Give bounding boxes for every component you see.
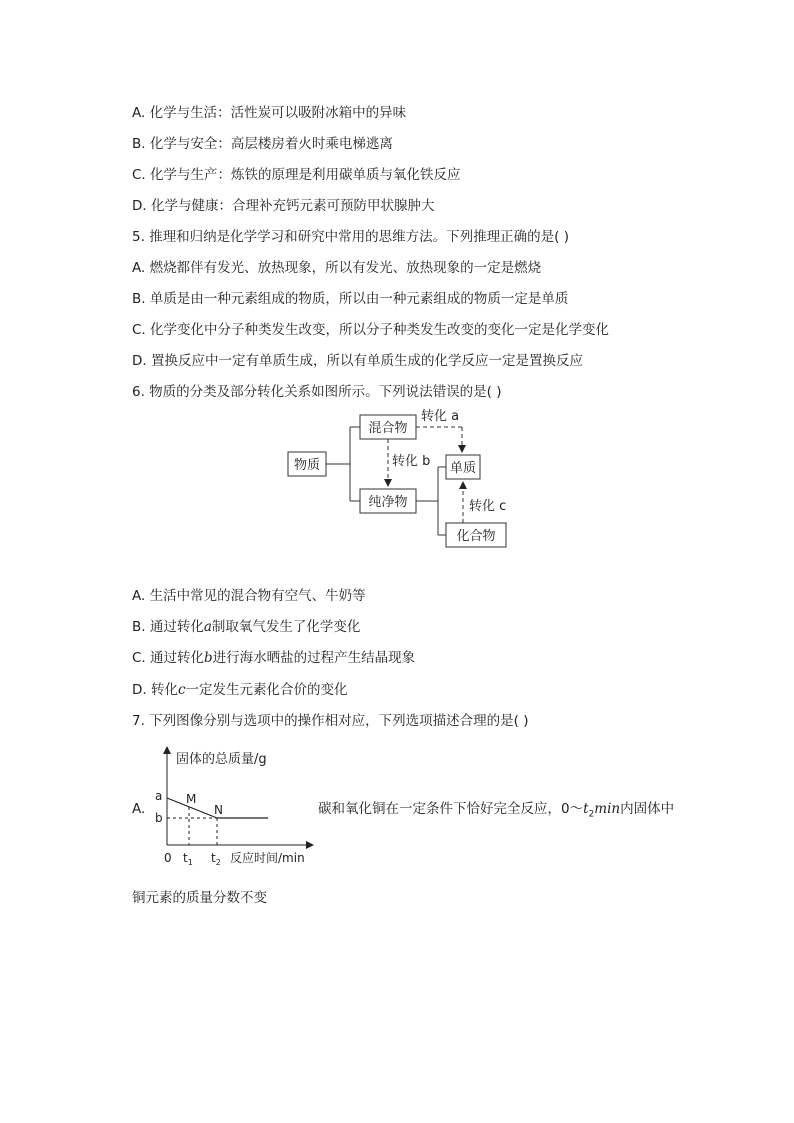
label-N: N <box>214 803 223 817</box>
q7-option-a-label: A. <box>132 801 146 817</box>
q7-option-a-continuation: 铜元素的质量分数不变 <box>132 890 267 906</box>
q5-option-b: B. 单质是由一种元素组成的物质，所以由一种元素组成的物质一定是单质 <box>132 291 569 307</box>
classification-diagram <box>280 405 540 555</box>
label-b: b <box>155 811 163 825</box>
q6-option-c: C. 通过转化b进行海水晒盐的过程产生结晶现象 <box>132 650 416 666</box>
label-t1: $t_1$ <box>183 851 193 867</box>
label-root: 物质 <box>293 458 321 473</box>
mass-time-graph <box>150 745 325 870</box>
q4-option-c: C. 化学与生产：炼铁的原理是利用碳单质与氧化铁反应 <box>132 167 461 183</box>
var-a: a <box>203 619 212 635</box>
label-conv-b: 转化 b <box>392 454 431 469</box>
label-t2: $t_2$ <box>211 851 221 867</box>
q6-option-a: A. 生活中常见的混合物有空气、牛奶等 <box>132 588 366 604</box>
q6-option-b: B. 通过转化a制取氧气发生了化学变化 <box>132 619 361 635</box>
label-origin: 0 <box>164 851 172 865</box>
q7-option-a-text: 碳和氧化铜在一定条件下恰好完全反应，$0\sim t_2\min$内固体中 <box>318 801 675 820</box>
q4-option-a: A. 化学与生活：活性炭可以吸附冰箱中的异味 <box>132 105 407 121</box>
y-axis-label: 固体的总质量/g <box>176 752 267 767</box>
q4-option-d: D. 化学与健康：合理补充钙元素可预防甲状腺肿大 <box>132 198 435 214</box>
label-element: 单质 <box>449 461 477 476</box>
q5-option-c: C. 化学变化中分子种类发生改变，所以分子种类发生改变的变化一定是化学变化 <box>132 322 610 338</box>
q6-option-d: D. 转化c一定发生元素化合价的变化 <box>132 682 348 698</box>
label-a: a <box>155 789 163 803</box>
label-compound: 化合物 <box>456 529 496 544</box>
label-mixture: 混合物 <box>368 421 408 436</box>
label-conv-c: 转化 c <box>469 499 507 514</box>
var-c: c <box>177 682 186 698</box>
q5-option-d: D. 置换反应中一定有单质生成，所以有单质生成的化学反应一定是置换反应 <box>132 353 583 369</box>
q6-stem: 6. 物质的分类及部分转化关系如图所示。下列说法错误的是( ) <box>132 384 502 400</box>
q7-stem: 7. 下列图像分别与选项中的操作相对应，下列选项描述合理的是( ) <box>132 713 529 729</box>
label-M: M <box>186 792 197 806</box>
x-axis-label: 反应时间/min <box>230 851 305 865</box>
q5-stem: 5. 推理和归纳是化学学习和研究中常用的思维方法。下列推理正确的是( ) <box>132 229 569 245</box>
q4-option-b: B. 化学与安全：高层楼房着火时乘电梯逃离 <box>132 136 393 152</box>
label-conv-a: 转化 a <box>421 409 460 424</box>
var-b: b <box>204 650 213 666</box>
label-pure: 纯净物 <box>368 495 408 510</box>
q5-option-a: A. 燃烧都伴有发光、放热现象，所以有发光、放热现象的一定是燃烧 <box>132 260 542 276</box>
